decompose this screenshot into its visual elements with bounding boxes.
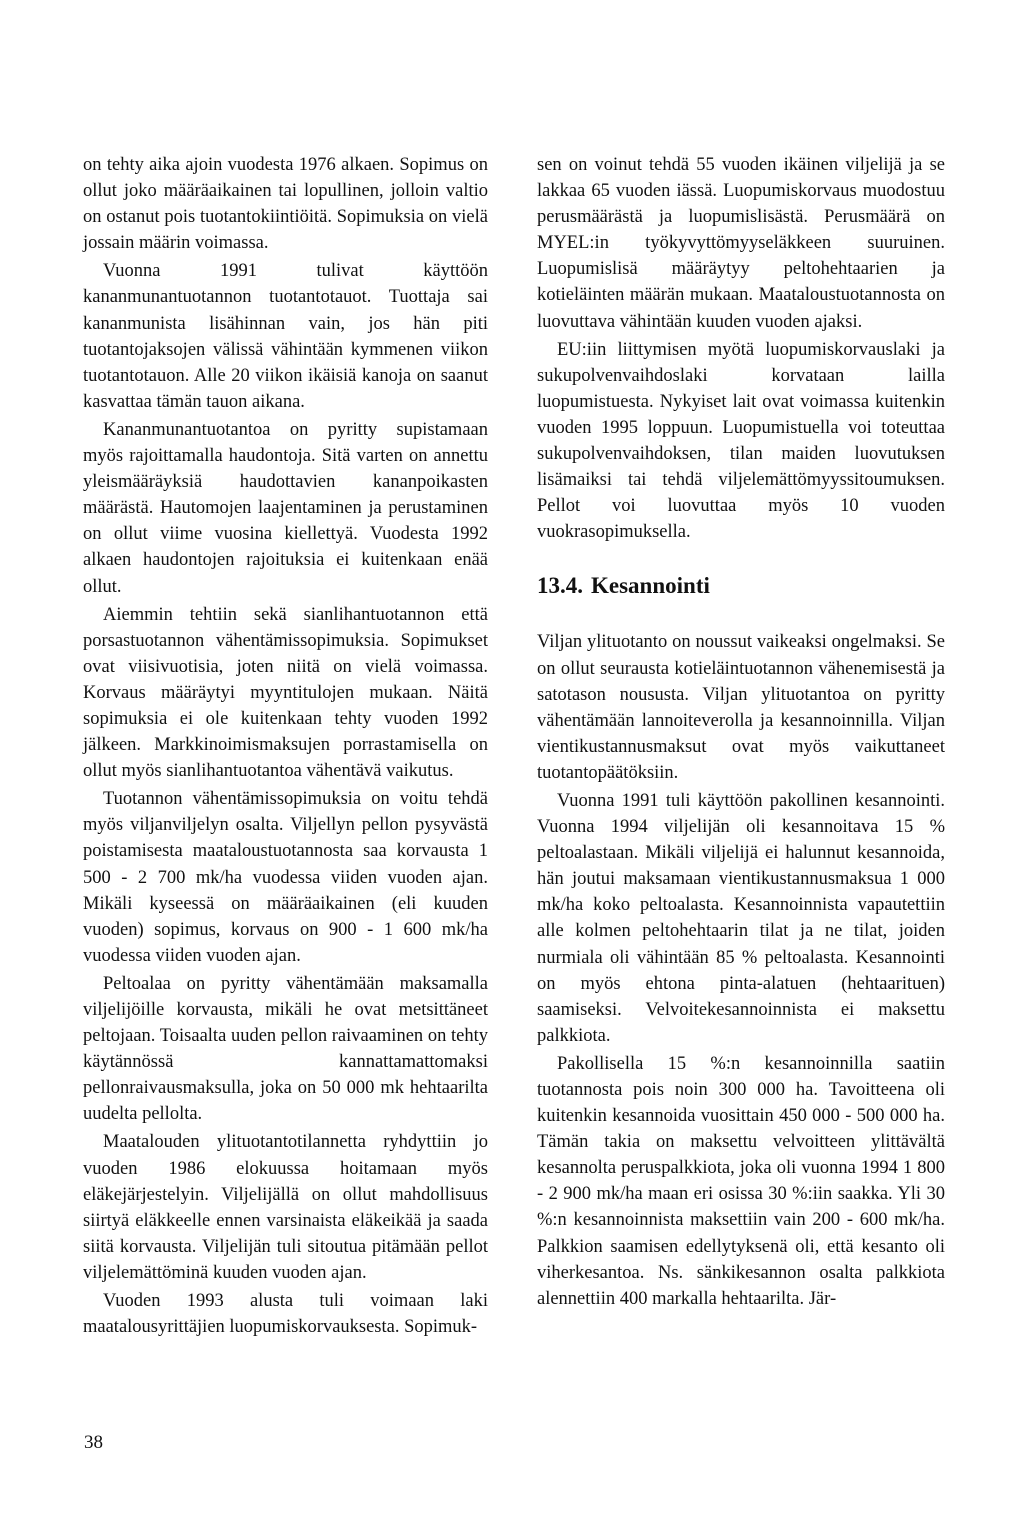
section-title: Kesannointi (591, 573, 710, 599)
page-number: 38 (84, 1432, 103, 1453)
paragraph: EU:iin liittymisen myötä luopumiskorvauslaki ja sukupolvenvaihdoslaki korvataan lailla luopumistuesta. Nykyiset lait ovat voimassa kuitenkin vuoden 1995 loppuun. Luopumistuella voi toteuttaa sukupolvenvaihdoksen, tilan maiden luovutuksen lisämaiksi tai tehdä viljelemättömyyssitoumuksen. Pellot voi luovuttaa myös 10 vuoden vuokrasopimuksella. (537, 339, 945, 543)
paragraph: Vuoden 1993 alusta tuli voimaan laki maatalousyrittäjien luopumiskorvauksesta. Sopimuk- (83, 1291, 488, 1338)
paragraph: Pakollisella 15 %:n kesannoinnilla saatiin tuotannosta pois noin 300 000 ha. Tavoitteena oli kuitenkin kesannoida vuosittain 450 000 - 500 000 ha. Tämän takia on maksettu velvoitteen ylittävältä kesannolta peruspalkkiota, joka oli vuonna 1994 1 800 - 2 900 mk/ha maan eri osissa 30 %:iin saakka. Yli 30 %:n kesannoinnista maksettiin vain 200 - 600 mk/ha. Palkkion saamisen edellytyksenä oli, että kesanto oli viherkesantoa. Ns. sänkikesannon osalta palkkiota alennettiin 400 markalla hehtaarilta. Jär- (537, 1053, 945, 1309)
paragraph: Tuotannon vähentämissopimuksia on voitu tehdä myös viljanviljelyn osalta. Viljellyn pellon pysyvästä poistamisesta maataloustuotannosta saa korvausta 1 500 - 2 700 mk/ha vuodessa viiden vuoden ajan. Mikäli kyseessä on määräaikainen (eli kuuden vuoden) sopimus, korvaus on 900 - 1 600 mk/ha vuodessa viiden vuoden ajan. (83, 789, 488, 966)
left-column (83, 152, 488, 1340)
paragraph: Vuonna 1991 tulivat käyttöön kananmunantuotannon tuotantotauot. Tuottaja sai kananmunista lisähinnan vain, jos hän piti tuotantojaksojen välissä vähintään kymmenen viikon tuotantotauon. Alle 20 viikon ikäisiä kanoja on saanut kasvattaa tämän tauon aikana. (83, 261, 488, 412)
paragraph: sen on voinut tehdä 55 vuoden ikäinen viljelijä ja se lakkaa 65 vuoden iässä. Luopumiskorvaus muodostuu perusmäärästä ja luopumislisästä. Perusmäärä on MYEL:in työkyvyttömyyseläkkeen suuruinen. Luopumislisä määräytyy peltohehtaarien ja kotieläinten määrän mukaan. Maataloustuotannosta on luovuttava vähintään kuuden vuoden ajaksi. (537, 155, 945, 332)
paragraph: on tehty aika ajoin vuodesta 1976 alkaen. Sopimus on ollut joko määräaikainen tai lopullinen, jolloin valtio on ostanut pois tuotantokiintiöitä. Sopimuksia on vielä jossain määrin voimassa. (83, 155, 488, 254)
section-heading (537, 573, 945, 599)
paragraph: Kananmunantuotantoa on pyritty supistamaan myös rajoittamalla haudontoja. Sitä varten on annettu yleismääräyksiä haudottavien kananpoikasten määrästä. Hautomojen laajentaminen ja perustaminen on ollut viime vuosina kiellettyä. Vuodesta 1992 alkaen haudontojen rajoituksia ei kuitenkaan enää ollut. (83, 419, 488, 597)
paragraph: Peltoalaa on pyritty vähentämään maksamalla viljelijöille korvausta, mikäli he ovat metsittäneet peltojaan. Toisaalta uuden pellon raivaaminen on tehty käytännössä kannattamattomaksi pellonraivausmaksulla, joka on 50 000 mk hehtaarilta uudelta pellolta. (83, 973, 488, 1125)
right-column (537, 152, 945, 1312)
section-number: 13.4. (537, 573, 583, 599)
paragraph: Vuonna 1991 tuli käyttöön pakollinen kesannointi. Vuonna 1994 viljelijän oli kesannoitava 15 % peltoalastaan. Mikäli viljelijä ei halunnut kesannoida, hän joutui maksamaan vientikustannusmaksua 1 000 mk/ha koko peltoalasta. Kesannoinnista vapautettiin alle kolmen peltohehtaarin tilat ja ne tilat, joiden nurmiala oli vähintään 85 % peltoalasta. Kesannointi on myös ehtona pinta-alatuen (hehtaarituen) saamiseksi. Velvoitekesannoinnista ei maksettu palkkiota. (537, 790, 945, 1046)
paragraph: Viljan ylituotanto on noussut vaikeaksi ongelmaksi. Se on ollut seurausta kotieläintuotannon vähenemisestä ja satotason noususta. Viljan ylituotantoa on pyritty vähentämään lannoiteverolla ja kesannoinnilla. Viljan vientikustannusmaksut ovat myös vaikuttaneet tuotantopäätöksiin. (537, 632, 945, 783)
paragraph: Aiemmin tehtiin sekä sianlihantuotannon että porsastuotannon vähentämissopimuksia. Sopimukset ovat viisivuotisia, joten niitä on vielä voimassa. Korvaus määräytyi myyntitulojen mukaan. Näitä sopimuksia ei ole kuitenkaan tehty vuoden 1992 jälkeen. Markkinoimismaksujen porrastamisella on ollut myös sianlihantuotantoa vähentävä vaikutus. (83, 604, 488, 782)
paragraph: Maatalouden ylituotantotilannetta ryhdyttiin jo vuoden 1986 elokuussa hoitamaan myös eläkejärjestelyin. Viljelijällä on ollut mahdollisuus siirtyä eläkkeelle ennen varsinaista eläkeikää ja saada siitä korvausta. Viljelijän tuli sitoutua pitämään pellot viljelemättöminä kuuden vuoden ajan. (83, 1132, 488, 1283)
